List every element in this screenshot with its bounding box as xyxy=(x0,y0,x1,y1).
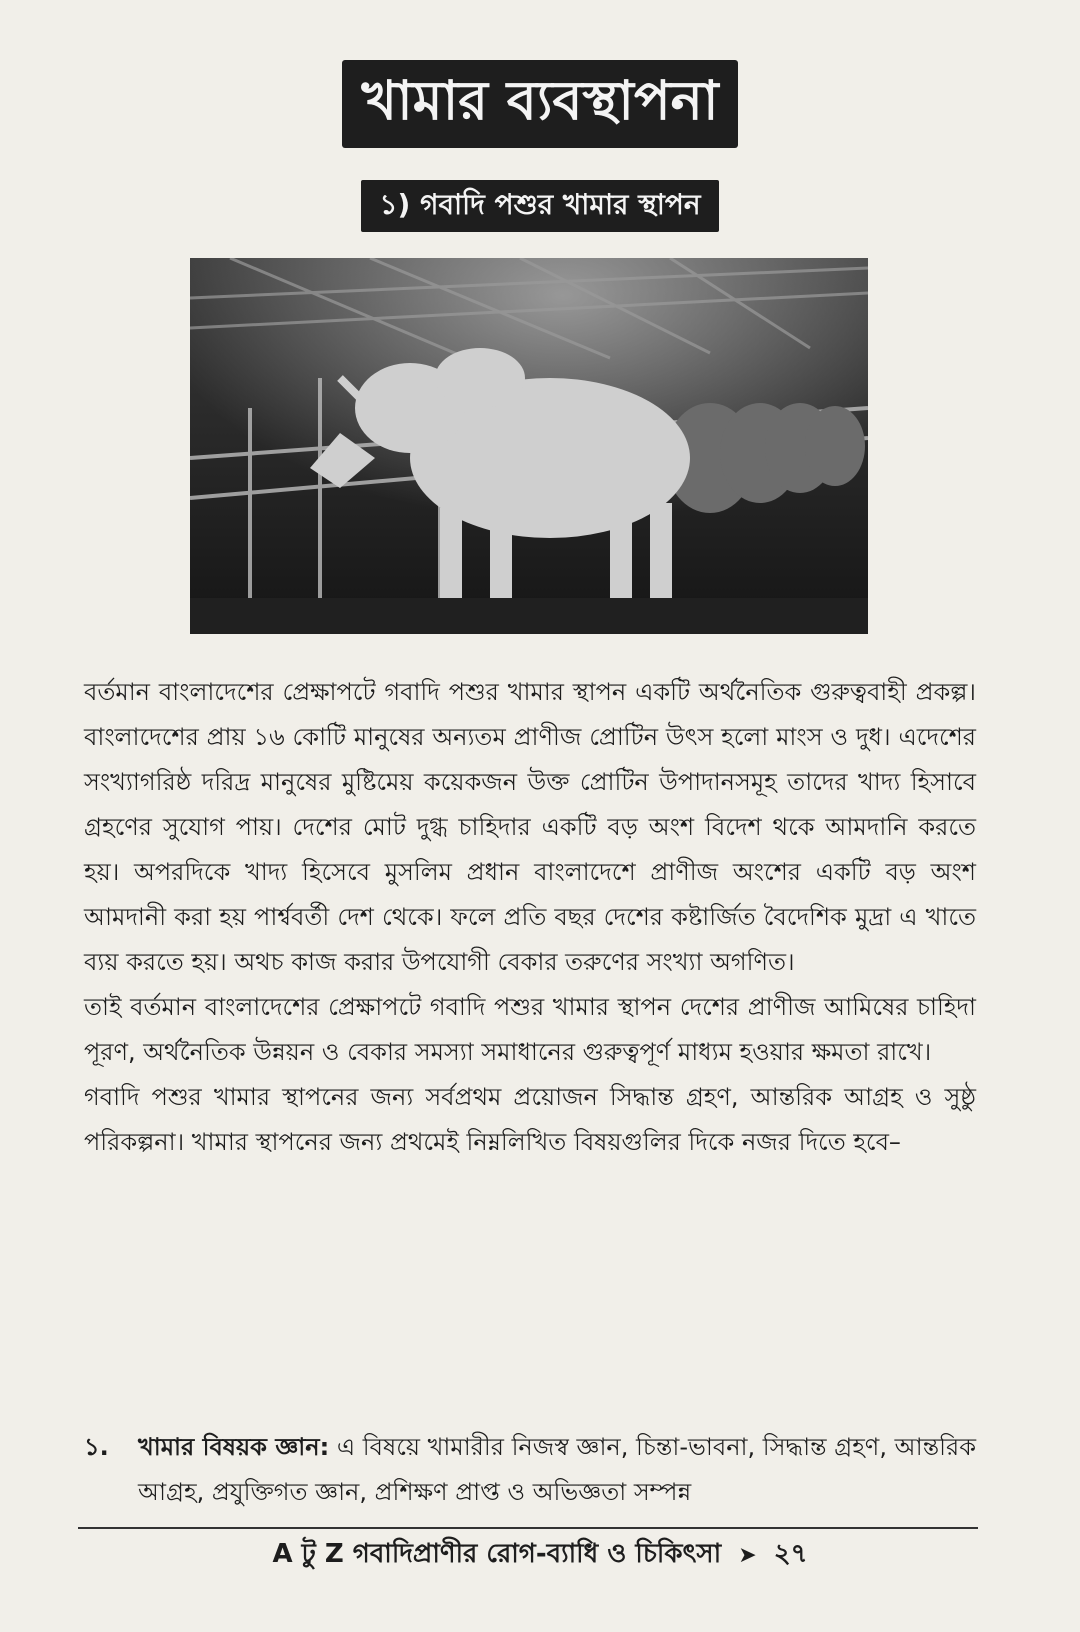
page-number: ২৭ xyxy=(773,1539,808,1569)
title-banner xyxy=(0,60,1080,152)
list-body xyxy=(138,1425,976,1515)
book-title: A টু Z গবাদিপ্রাণীর রোগ-ব্যাধি ও চিকিৎসা xyxy=(272,1539,722,1569)
page-title: খামার ব্যবস্থাপনা xyxy=(342,60,739,148)
footer-divider xyxy=(78,1527,978,1529)
paragraph-1: বর্তমান বাংলাদেশের প্রেক্ষাপটে গবাদি পশুর খামার স্থাপন একটি অর্থনৈতিক গুরুত্ববাহী প্রকল্প। বাংলাদেশের প্রায় ১৬ কোটি মানুষের অন্যতম প্রাণীজ প্রোটিন উৎস হলো মাংস ও দুধ। এদেশের সংখ্যাগরিষ্ঠ দরিদ্র মানুষের মুষ্টিমেয় কয়েকজন উক্ত প্রোটিন উপাদানসমূহ তাদের খাদ্য হিসাবে গ্রহণের সুযোগ পায়। দেশের মোট দুগ্ধ চাহিদার একটি বড় অংশ বিদেশ থকে আমদানি করতে হয়। অপরদিকে খাদ্য হিসেবে মুসলিম প্রধান বাংলাদেশে প্রাণীজ অংশের একটি বড় অংশ আমদানী করা হয় পার্শ্ববর্তী দেশ থেকে। ফলে প্রতি বছর দেশের কষ্টার্জিত বৈদেশিক মুদ্রা এ খাতে ব্যয় করতে হয়। অথচ কাজ করার উপযোগী বেকার তরুণের সংখ্যা অগণিত। xyxy=(84,678,976,976)
body-text xyxy=(84,670,976,1165)
list-text: এ বিষয়ে খামারীর নিজস্ব জ্ঞান, চিন্তা-ভাবনা, সিদ্ধান্ত গ্রহণ, আন্তরিক আগ্রহ, প্রযুক্তিগত জ্ঞান, প্রশিক্ষণ প্রাপ্ত ও অভিজ্ঞতা সম্পন্ন xyxy=(138,1433,976,1506)
list-number: ১. xyxy=(84,1433,109,1461)
list-item xyxy=(84,1425,976,1515)
arrow-right-icon: ➤ xyxy=(738,1543,757,1568)
list-term: খামার বিষয়ক জ্ঞান: xyxy=(138,1433,330,1461)
paragraph-3: গবাদি পশুর খামার স্থাপনের জন্য সর্বপ্রথম প্রয়োজন সিদ্ধান্ত গ্রহণ, আন্তরিক আগ্রহ ও সুষ্ঠু পরিকল্পনা। খামার স্থাপনের জন্য প্রথমেই নিম্নলিখিত বিষয়গুলির দিকে নজর দিতে হবে– xyxy=(84,1083,976,1156)
cattle-photo-illustration xyxy=(190,258,868,634)
paragraph-2: তাই বর্তমান বাংলাদেশের প্রেক্ষাপটে গবাদি পশুর খামার স্থাপন দেশের প্রাণীজ আমিষের চাহিদা পূরণ, অর্থনৈতিক উন্নয়ন ও বেকার সমস্যা সমাধানের গুরুত্বপূর্ণ মাধ্যম হওয়ার ক্ষমতা রাখে। xyxy=(84,993,976,1066)
cattle-barn-photo xyxy=(190,258,868,634)
page-footer xyxy=(0,1538,1080,1572)
section-heading: ১) গবাদি পশুর খামার স্থাপন xyxy=(361,180,718,232)
subtitle-banner xyxy=(0,180,1080,236)
